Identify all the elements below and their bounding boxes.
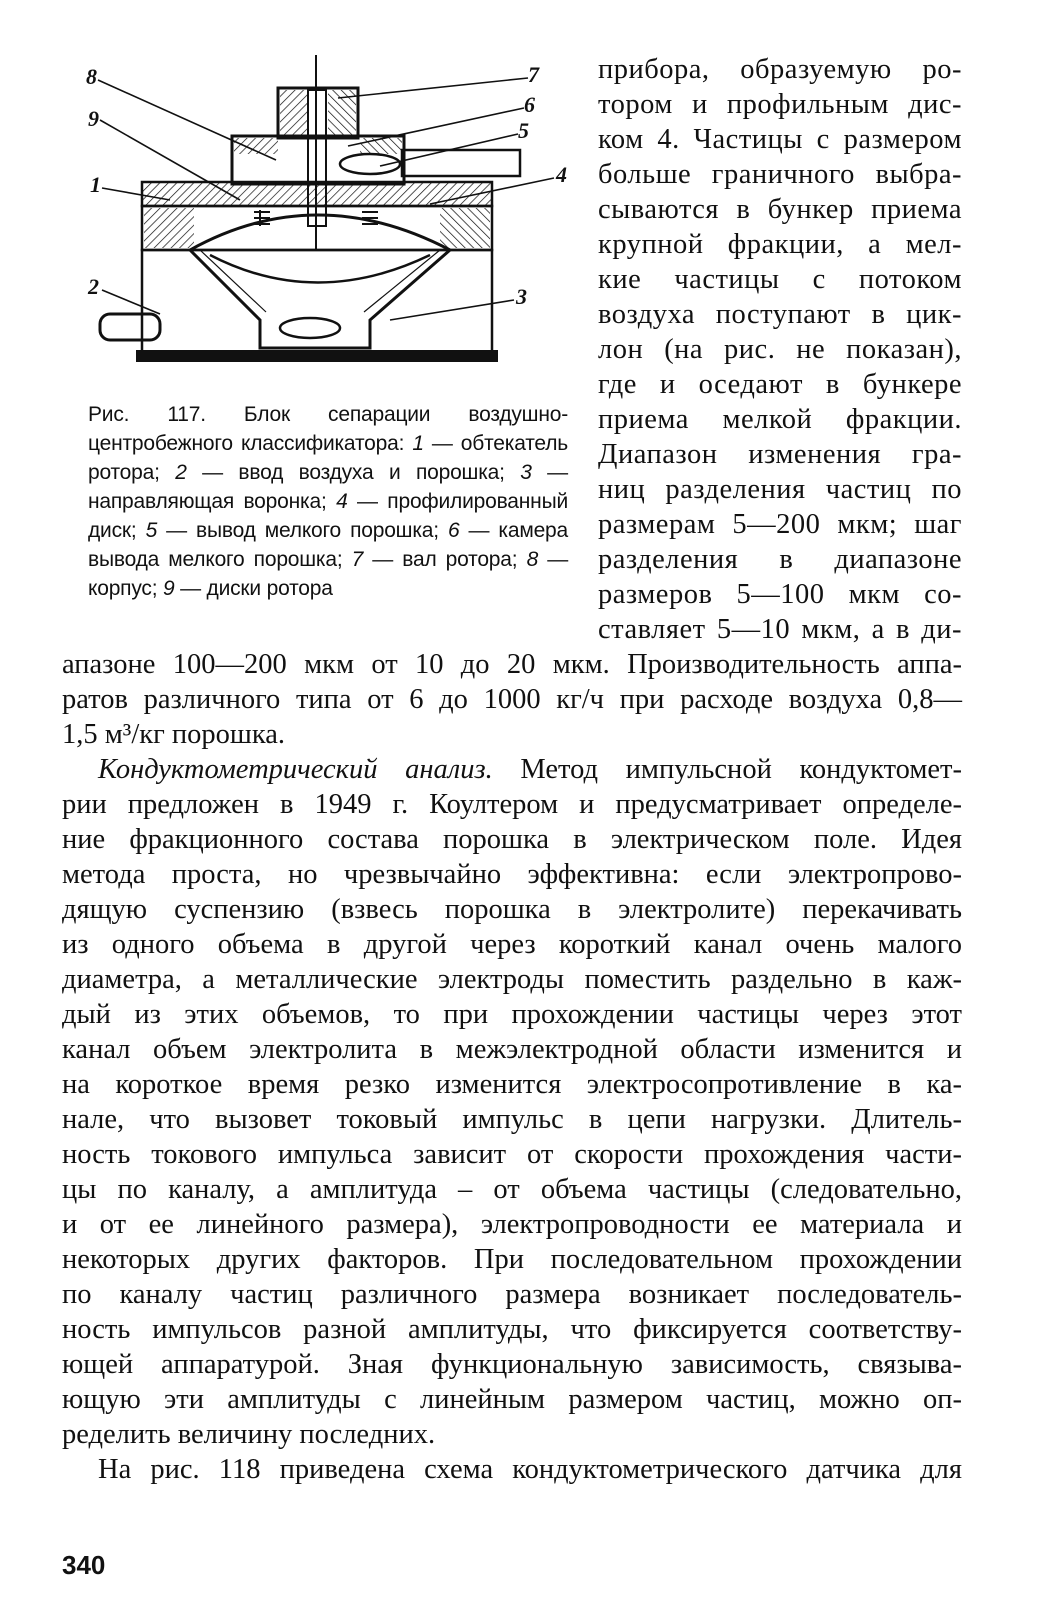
text-line: некоторых других факторов. При последовательном прохождении — [62, 1244, 962, 1275]
caption-prefix: Рис. 117. Блок сепарации воздушно-центробежного классификатора: — [88, 403, 568, 455]
text-line: ставляет 5—10 мкм, а в ди- — [598, 614, 962, 645]
text-line: ние фракционного состава порошка в электрическом поле. Идея — [62, 824, 962, 855]
text-line: дящую суспензию (взвесь порошка в электролите) перекачивать — [62, 894, 962, 925]
text-line: приема мелкой фракции. — [598, 404, 962, 435]
text-line: где и оседают в бункере — [598, 369, 962, 400]
figure-caption — [88, 400, 568, 603]
text-line: прибора, образуемую ро- — [598, 54, 962, 85]
text-line: цы по каналу, а амплитуда – от объема частицы (следовательно, — [62, 1174, 962, 1205]
caption-num: 5 — [145, 519, 158, 542]
text-line: и от ее линейного размера), электропроводности ее материала и — [62, 1209, 962, 1240]
figure-117-drawing — [80, 50, 580, 380]
text-line: размерам 5—200 мкм; шаг — [598, 509, 962, 540]
text-line: крупной фракции, а мел- — [598, 229, 962, 260]
caption-num: 8 — [526, 548, 539, 571]
text-line: на короткое время резко изменится электросопротивление в ка- — [62, 1069, 962, 1100]
text-line: ющую эти амплитуды с линейным размером частиц, можно оп- — [62, 1384, 962, 1415]
text-line: ратов различного типа от 6 до 1000 кг/ч при расходе воздуха 0,8— — [62, 684, 962, 715]
caption-text: — камера вывода мелкого порошка; — [88, 519, 569, 571]
section-first-line — [62, 752, 962, 787]
text-line: ность импульсов разной амплитуды, что фиксируется соответству- — [62, 1314, 962, 1345]
text-line: ком 4. Частицы с размером — [598, 124, 962, 155]
caption-text: — ввод воздуха и порошка; — [186, 461, 521, 484]
text-line: воздуха поступают в цик- — [598, 299, 962, 330]
figure-label-2: 2 — [88, 274, 99, 299]
text-line: апазоне 100—200 мкм от 10 до 20 мкм. Производительность аппа- — [62, 649, 962, 680]
text-line: ющей аппаратурой. Зная функциональную зависимость, связыва- — [62, 1349, 962, 1380]
text-line: дый из этих объемов, то при прохождении частицы через этот — [62, 999, 962, 1030]
text-line: больше граничного выбра- — [598, 159, 962, 190]
caption-text: — профилированный диск; — [88, 490, 568, 542]
text-line: разделения в диапазоне — [598, 544, 962, 575]
caption-num: 3 — [520, 461, 532, 484]
text-line: из одного объема в другой через короткий канал очень малого — [62, 929, 962, 960]
text-line: ределить величину последних. — [62, 1419, 436, 1450]
caption-text: — диски ротора — [174, 577, 333, 600]
right-column-text — [598, 52, 962, 647]
text-line: диаметра, а металлические электроды поместить раздельно в каж- — [62, 964, 962, 995]
figure-label-3: 3 — [516, 284, 527, 309]
text-line: метода проста, но чрезвычайно эффективна: если электропрово- — [62, 859, 962, 890]
caption-text: — вывод мелкого порошка; — [157, 519, 448, 542]
caption-num: 4 — [336, 490, 348, 513]
text-line: нале, что вызовет токовый импульс в цепи нагрузки. Длитель- — [62, 1104, 962, 1135]
figure-label-9: 9 — [88, 106, 99, 131]
text-line: размеров 5—100 мкм со- — [598, 579, 962, 610]
text-line: лон (на рис. не показан), — [598, 334, 962, 365]
text-line: рии предложен в 1949 г. Коултером и предусматривает определе- — [62, 789, 962, 820]
caption-num: 6 — [447, 519, 460, 542]
caption-text: — корпус; — [88, 548, 568, 600]
text-line: ность токового импульса зависит от скорости прохождения части- — [62, 1139, 962, 1170]
section-first-line-rest: Метод импульсной кондуктомет- — [492, 754, 963, 785]
text-line: сываются в бункер приема — [598, 194, 962, 225]
figure-label-5: 5 — [518, 118, 529, 143]
figure-label-4: 4 — [556, 162, 567, 187]
caption-num: 1 — [412, 432, 424, 455]
caption-num: 9 — [163, 577, 175, 600]
caption-text: — обтекатель ротора; — [88, 432, 568, 484]
text-line: Диапазон изменения гра- — [598, 439, 962, 470]
classifier-diagram — [80, 50, 580, 380]
text-line: по каналу частиц различного размера возникает последователь- — [62, 1279, 962, 1310]
text-line: На рис. 118 приведена схема кондуктометрического датчика для — [98, 1454, 962, 1485]
body-text — [62, 647, 962, 1487]
figure-label-8: 8 — [86, 64, 97, 89]
text-line: ниц разделения частиц по — [598, 474, 962, 505]
page-number: 340 — [62, 1550, 106, 1580]
text-line: 1,5 м³/кг порошка. — [62, 719, 286, 750]
section-title: Кондуктометрический анализ. — [98, 754, 493, 785]
figure-label-6: 6 — [524, 92, 535, 117]
text-line: кие частицы с потоком — [598, 264, 962, 295]
caption-num: 7 — [351, 548, 364, 571]
text-line: тором и профильным дис- — [598, 89, 962, 120]
text-line: канал объем электролита в межэлектродной области изменится и — [62, 1034, 962, 1065]
figure-label-1: 1 — [90, 172, 101, 197]
caption-text: — вал ротора; — [363, 548, 527, 571]
caption-num: 2 — [175, 461, 187, 484]
figure-label-7: 7 — [528, 62, 539, 87]
caption-text: — направляющая воронка; — [88, 461, 568, 513]
